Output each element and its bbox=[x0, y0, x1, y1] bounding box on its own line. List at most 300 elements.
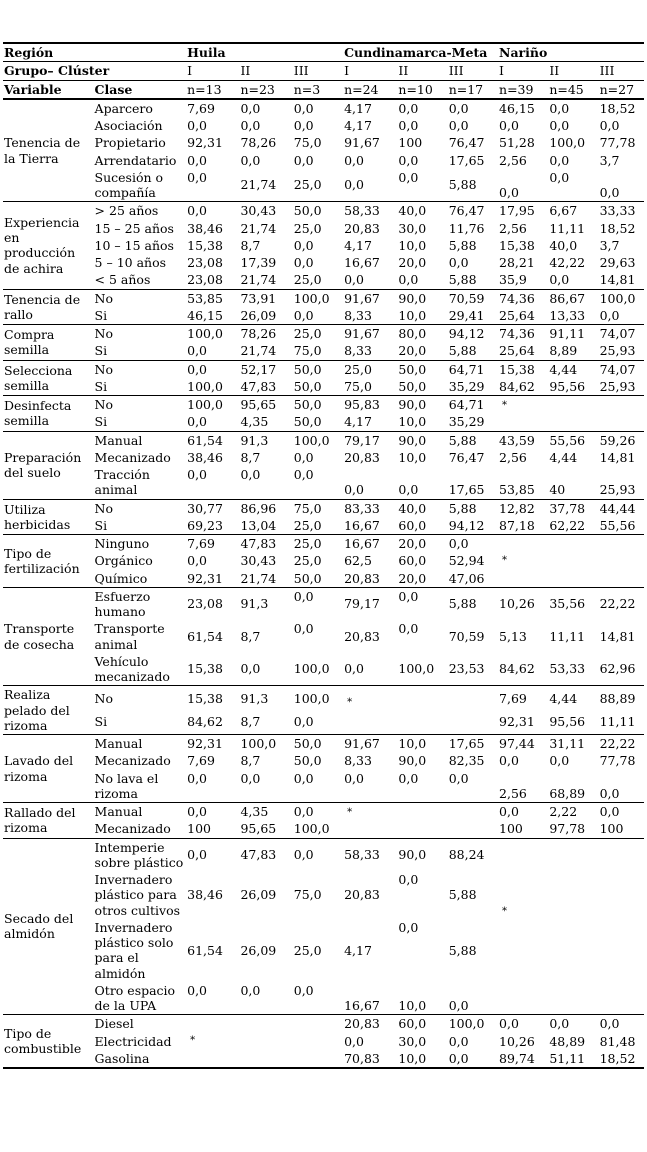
clase-cell: No bbox=[94, 499, 187, 517]
value-cell: 0,0 bbox=[293, 118, 314, 133]
value-cell: 48,89 bbox=[549, 1033, 586, 1049]
clase-cell: Si bbox=[94, 343, 108, 359]
value-cell: 0,0 bbox=[398, 770, 419, 786]
value-cell: 0,0 bbox=[187, 118, 208, 133]
value-cell: 47,83 bbox=[239, 838, 292, 871]
table-row bbox=[3, 919, 644, 982]
value-cell: 3,7 bbox=[599, 152, 620, 168]
value-cell: 25,0 bbox=[293, 325, 343, 343]
value-cell: 10,26 bbox=[498, 587, 548, 620]
value-cell: 61,54 bbox=[187, 942, 223, 958]
value-cell bbox=[448, 686, 498, 710]
value-cell: 40,0 bbox=[397, 202, 447, 220]
clase-cell: Transporte animal bbox=[94, 621, 165, 652]
table-row bbox=[3, 169, 644, 202]
value-cell: 0,0 bbox=[293, 237, 314, 253]
value-cell: 0,0 bbox=[398, 118, 419, 133]
clase-cell: Diesel bbox=[94, 1015, 187, 1033]
value-cell: 0,0 bbox=[240, 118, 261, 133]
variable-cell: Compra semilla bbox=[3, 325, 94, 361]
value-cell bbox=[397, 803, 447, 821]
value-cell: 61,54 bbox=[187, 628, 223, 644]
value-cell: 84,62 bbox=[499, 378, 535, 394]
significance-asterisk: * bbox=[343, 803, 397, 821]
value-cell: 7,69 bbox=[186, 99, 239, 117]
value-cell bbox=[548, 871, 598, 919]
value-cell: 23,08 bbox=[187, 272, 223, 288]
value-cell bbox=[498, 535, 548, 553]
table-row bbox=[3, 378, 644, 396]
value-cell: 5,13 bbox=[499, 628, 527, 644]
value-cell: 80,0 bbox=[397, 325, 447, 343]
value-cell bbox=[448, 710, 498, 734]
clase-cell: Otro espacio de la UPA bbox=[94, 982, 176, 1013]
value-cell: 100 bbox=[499, 821, 523, 837]
value-cell: 0,0 bbox=[549, 169, 570, 185]
cluster-col: I bbox=[186, 62, 239, 80]
clase-cell: < 5 años bbox=[94, 272, 151, 288]
value-cell: 42,22 bbox=[549, 255, 586, 270]
value-cell: 100,0 bbox=[293, 686, 343, 710]
clase-cell: Si bbox=[94, 517, 108, 533]
value-cell: 38,46 bbox=[187, 220, 223, 236]
value-cell: 13,04 bbox=[240, 517, 277, 533]
table-row bbox=[3, 535, 644, 553]
value-cell: 91,3 bbox=[239, 686, 292, 710]
value-cell: 100,0 bbox=[293, 431, 343, 449]
value-cell: 43,59 bbox=[498, 431, 548, 449]
clase-cell: Invernadero plástico para otros cultivos bbox=[94, 872, 181, 918]
value-cell: 97,44 bbox=[498, 735, 548, 753]
significance-asterisk: * bbox=[498, 396, 548, 414]
value-cell: 21,74 bbox=[240, 272, 277, 288]
value-cell: 0,0 bbox=[187, 553, 208, 569]
value-cell: 4,17 bbox=[344, 414, 372, 430]
value-cell: 15,38 bbox=[187, 661, 223, 677]
value-cell bbox=[293, 1033, 343, 1050]
value-cell: 95,65 bbox=[240, 821, 277, 837]
n-header-row bbox=[3, 80, 644, 99]
table-row bbox=[3, 710, 644, 734]
table-row bbox=[3, 202, 644, 220]
value-cell: 74,36 bbox=[498, 325, 548, 343]
value-cell: 100,0 bbox=[239, 735, 292, 753]
value-cell: 59,26 bbox=[599, 431, 644, 449]
value-cell: 100,0 bbox=[187, 378, 223, 394]
value-cell: 90,0 bbox=[397, 838, 447, 871]
value-cell: 8,33 bbox=[344, 343, 372, 359]
value-cell: 0,0 bbox=[293, 152, 314, 168]
value-cell: 0,0 bbox=[499, 185, 519, 200]
value-cell: 15,38 bbox=[187, 237, 223, 253]
value-cell: 10,0 bbox=[397, 735, 447, 753]
value-cell: 0,0 bbox=[187, 169, 208, 185]
value-cell: 0,0 bbox=[448, 99, 498, 117]
value-cell: 20,83 bbox=[344, 628, 380, 644]
value-cell bbox=[239, 1033, 292, 1050]
table-row bbox=[3, 466, 644, 499]
value-cell: 91,11 bbox=[548, 325, 598, 343]
value-cell: 64,71 bbox=[448, 396, 498, 414]
value-cell: 0,0 bbox=[448, 535, 498, 553]
value-cell: 81,48 bbox=[599, 1033, 636, 1049]
value-cell: 4,35 bbox=[239, 803, 292, 821]
region-huila: Huila bbox=[186, 43, 343, 62]
value-cell: 0,0 bbox=[398, 872, 419, 887]
value-cell: 50,0 bbox=[293, 202, 343, 220]
clase-cell: Mecanizado bbox=[94, 821, 171, 837]
value-cell: 0,0 bbox=[240, 467, 261, 482]
significance-asterisk: * bbox=[502, 554, 508, 566]
value-cell: 20,83 bbox=[344, 570, 380, 586]
value-cell: 0,0 bbox=[344, 152, 364, 168]
value-cell bbox=[186, 1015, 239, 1033]
value-cell: 0,0 bbox=[344, 272, 364, 288]
variable-cell: Experiencia en producción de achira bbox=[3, 202, 94, 289]
value-cell: 0,0 bbox=[398, 272, 419, 288]
value-cell: 0,0 bbox=[344, 177, 364, 193]
value-cell: 21,74 bbox=[240, 220, 277, 236]
table-row bbox=[3, 289, 644, 307]
clase-label-header: Clase bbox=[94, 80, 187, 99]
value-cell: 73,91 bbox=[239, 289, 292, 307]
table-row bbox=[3, 360, 644, 378]
value-cell bbox=[239, 1015, 292, 1033]
value-cell: 17,65 bbox=[448, 735, 498, 753]
table-row bbox=[3, 620, 644, 653]
table-row bbox=[3, 117, 644, 134]
value-cell: 0,0 bbox=[186, 838, 239, 871]
value-cell: 20,0 bbox=[397, 535, 447, 553]
table-row bbox=[3, 1050, 644, 1068]
value-cell: 50,0 bbox=[293, 360, 343, 378]
region-label: Región bbox=[3, 43, 186, 62]
value-cell bbox=[343, 820, 397, 838]
clase-cell: Químico bbox=[94, 570, 148, 586]
clase-cell: Si bbox=[94, 378, 108, 394]
value-cell: 2,56 bbox=[499, 220, 527, 236]
value-cell bbox=[448, 820, 498, 838]
variable-cell: Realiza pelado del rizoma bbox=[3, 686, 94, 735]
table-row bbox=[3, 517, 644, 535]
value-cell: 0,0 bbox=[293, 467, 314, 482]
value-cell bbox=[599, 396, 644, 414]
value-cell: 30,77 bbox=[186, 499, 239, 517]
value-cell: 91,3 bbox=[239, 431, 292, 449]
variable-cell: Tenencia de la Tierra bbox=[3, 99, 94, 202]
value-cell: 0,0 bbox=[599, 118, 620, 133]
value-cell: 100,0 bbox=[293, 821, 330, 837]
value-cell: 4,44 bbox=[548, 360, 598, 378]
variable-cell: Transporte de cosecha bbox=[3, 587, 94, 686]
value-cell: 2,56 bbox=[499, 152, 527, 168]
value-cell: 14,81 bbox=[599, 272, 636, 288]
value-cell: 8,33 bbox=[344, 753, 372, 769]
value-cell: 100 bbox=[187, 821, 211, 837]
clase-cell: Manual bbox=[94, 803, 187, 821]
table-row bbox=[3, 838, 644, 871]
value-cell: 0,0 bbox=[599, 803, 644, 821]
value-cell: 51,28 bbox=[499, 135, 535, 151]
table-row bbox=[3, 752, 644, 769]
value-cell: 50,0 bbox=[398, 378, 427, 394]
value-cell: 5,88 bbox=[448, 272, 477, 288]
cluster-header-row bbox=[3, 62, 644, 80]
value-cell: 12,82 bbox=[498, 499, 548, 517]
value-cell: 30,43 bbox=[240, 553, 277, 569]
clase-cell: No bbox=[94, 325, 187, 343]
value-cell: 0,0 bbox=[498, 803, 548, 821]
value-cell: 0,0 bbox=[293, 99, 343, 117]
clase-cell: No lava el rizoma bbox=[94, 770, 159, 801]
value-cell bbox=[599, 871, 644, 919]
table-row bbox=[3, 431, 644, 449]
value-cell: 74,07 bbox=[599, 325, 644, 343]
value-cell: 5,88 bbox=[448, 237, 477, 253]
clase-cell: Mecanizado bbox=[94, 753, 171, 769]
value-cell: 46,15 bbox=[498, 99, 548, 117]
value-cell: 100,0 bbox=[398, 661, 435, 677]
value-cell: 10,0 bbox=[398, 414, 427, 430]
value-cell: 62,5 bbox=[344, 553, 372, 569]
value-cell: 69,23 bbox=[187, 517, 223, 533]
value-cell: 76,47 bbox=[448, 449, 485, 465]
value-cell: 13,33 bbox=[549, 307, 586, 323]
value-cell: 23,08 bbox=[187, 255, 223, 270]
variable-cell: Tipo de combustible bbox=[3, 1015, 94, 1068]
value-cell: 25,64 bbox=[499, 307, 535, 323]
variable-cell: Tenencia de rallo bbox=[3, 289, 94, 325]
value-cell: 5,88 bbox=[448, 343, 477, 359]
value-cell: 76,47 bbox=[448, 135, 485, 151]
value-cell: 83,33 bbox=[343, 499, 397, 517]
value-cell: 76,47 bbox=[448, 202, 498, 220]
value-cell: 0,0 bbox=[187, 982, 208, 998]
table-row bbox=[3, 570, 644, 588]
value-cell bbox=[293, 1015, 343, 1033]
value-cell: 0,0 bbox=[186, 202, 239, 220]
value-cell: 78,26 bbox=[239, 325, 292, 343]
value-cell: 6,67 bbox=[548, 202, 598, 220]
value-cell: 0,0 bbox=[448, 998, 469, 1013]
value-cell: 4,17 bbox=[344, 237, 372, 253]
n-col: n=13 bbox=[186, 80, 239, 99]
clase-cell: Si bbox=[94, 714, 108, 730]
value-cell: 94,12 bbox=[448, 517, 485, 533]
value-cell: 91,67 bbox=[344, 135, 380, 151]
table-row bbox=[3, 1015, 644, 1033]
value-cell: 50,0 bbox=[293, 753, 322, 769]
value-cell: 0,0 bbox=[186, 360, 239, 378]
value-cell: 95,56 bbox=[549, 714, 586, 730]
value-cell: 16,67 bbox=[344, 517, 380, 533]
value-cell: 17,39 bbox=[240, 255, 277, 270]
table-row bbox=[3, 803, 644, 821]
value-cell: 75,0 bbox=[293, 343, 322, 359]
significance-asterisk: * bbox=[343, 686, 397, 710]
value-cell: 7,69 bbox=[186, 535, 239, 553]
value-cell: 70,83 bbox=[344, 1050, 380, 1066]
value-cell: 35,29 bbox=[448, 414, 485, 430]
value-cell: 0,0 bbox=[293, 449, 314, 465]
clase-cell: Invernadero plástico solo para el almidón bbox=[94, 919, 174, 981]
value-cell: 0,0 bbox=[240, 982, 261, 998]
value-cell: 4,44 bbox=[549, 449, 578, 465]
value-cell: 0,0 bbox=[187, 152, 208, 168]
value-cell: 0,0 bbox=[187, 343, 208, 359]
clase-cell: Gasolina bbox=[94, 1050, 150, 1066]
value-cell: 0,0 bbox=[549, 118, 570, 133]
value-cell: 8,7 bbox=[240, 449, 261, 465]
value-cell: 52,94 bbox=[448, 553, 485, 569]
value-cell: 50,0 bbox=[397, 360, 447, 378]
value-cell: 53,85 bbox=[186, 289, 239, 307]
value-cell: 0,0 bbox=[187, 770, 208, 786]
value-cell: 7,69 bbox=[187, 753, 215, 769]
value-cell bbox=[599, 570, 644, 588]
value-cell: 0,0 bbox=[187, 467, 208, 482]
value-cell: 0,0 bbox=[293, 621, 314, 637]
value-cell: 21,74 bbox=[240, 570, 277, 586]
value-cell: 17,95 bbox=[498, 202, 548, 220]
value-cell: 0,0 bbox=[293, 803, 343, 821]
variable-cell: Lavado del rizoma bbox=[3, 735, 94, 803]
table-row bbox=[3, 449, 644, 466]
value-cell: 89,74 bbox=[499, 1050, 535, 1066]
value-cell: 11,76 bbox=[448, 220, 485, 236]
table-body bbox=[3, 99, 644, 1068]
value-cell: 74,36 bbox=[498, 289, 548, 307]
cluster-col: III bbox=[448, 62, 498, 80]
value-cell: 5,88 bbox=[448, 499, 498, 517]
value-cell: 20,0 bbox=[398, 570, 427, 586]
value-cell: 8,7 bbox=[240, 628, 261, 644]
n-col: n=39 bbox=[498, 80, 548, 99]
value-cell: 11,11 bbox=[549, 220, 586, 236]
table-row bbox=[3, 653, 644, 686]
value-cell: 30,0 bbox=[398, 220, 427, 236]
value-cell: 84,62 bbox=[187, 714, 223, 730]
value-cell: 4,35 bbox=[240, 414, 269, 430]
cluster-col: II bbox=[397, 62, 447, 80]
value-cell: 100,0 bbox=[186, 325, 239, 343]
value-cell: 82,35 bbox=[448, 753, 485, 769]
value-cell: 50,0 bbox=[293, 396, 343, 414]
clase-cell: No bbox=[94, 289, 187, 307]
value-cell: 20,83 bbox=[344, 220, 380, 236]
value-cell bbox=[498, 413, 548, 431]
table-row bbox=[3, 413, 644, 431]
value-cell bbox=[599, 552, 644, 569]
cluster-col: II bbox=[239, 62, 292, 80]
value-cell: 11,11 bbox=[549, 628, 586, 644]
value-cell: 0,0 bbox=[599, 185, 620, 200]
table-row bbox=[3, 271, 644, 289]
value-cell bbox=[548, 982, 598, 1015]
value-cell: 0,0 bbox=[599, 1015, 644, 1033]
value-cell: 25,0 bbox=[343, 360, 397, 378]
value-cell: 47,83 bbox=[240, 378, 277, 394]
value-cell: 17,65 bbox=[448, 152, 485, 168]
value-cell: 5,88 bbox=[448, 887, 477, 903]
value-cell bbox=[498, 838, 548, 871]
value-cell: 100,0 bbox=[186, 396, 239, 414]
value-cell: 100,0 bbox=[599, 289, 644, 307]
n-col: n=10 bbox=[397, 80, 447, 99]
cluster-col: III bbox=[293, 62, 343, 80]
value-cell: 90,0 bbox=[397, 396, 447, 414]
value-cell: 10,0 bbox=[398, 1050, 427, 1066]
value-cell bbox=[548, 919, 598, 982]
value-cell: 100,0 bbox=[293, 661, 330, 677]
value-cell: 100,0 bbox=[549, 135, 586, 151]
n-col: n=27 bbox=[599, 80, 644, 99]
clase-cell: Si bbox=[94, 414, 108, 430]
value-cell: 22,22 bbox=[599, 587, 644, 620]
value-cell: 79,17 bbox=[343, 431, 397, 449]
value-cell: 18,52 bbox=[599, 220, 636, 236]
value-cell bbox=[397, 686, 447, 710]
value-cell bbox=[239, 1050, 292, 1068]
value-cell: 23,53 bbox=[448, 661, 485, 677]
value-cell: 91,67 bbox=[343, 289, 397, 307]
table-row bbox=[3, 220, 644, 237]
value-cell: 5,88 bbox=[448, 177, 477, 193]
value-cell: 0,0 bbox=[398, 621, 419, 637]
value-cell: 75,0 bbox=[293, 887, 322, 903]
value-cell: 5,88 bbox=[448, 942, 477, 958]
n-col: n=3 bbox=[293, 80, 343, 99]
value-cell: 14,81 bbox=[599, 449, 636, 465]
value-cell: 92,31 bbox=[187, 135, 223, 151]
value-cell: 0,0 bbox=[293, 838, 343, 871]
clase-cell: Ninguno bbox=[94, 535, 187, 553]
table-row bbox=[3, 820, 644, 838]
value-cell: 0,0 bbox=[239, 99, 292, 117]
value-cell: 26,09 bbox=[240, 307, 277, 323]
value-cell: 8,7 bbox=[240, 237, 261, 253]
value-cell: 91,3 bbox=[239, 587, 292, 620]
value-cell: 75,0 bbox=[344, 378, 372, 394]
n-col: n=45 bbox=[548, 80, 598, 99]
value-cell: 18,52 bbox=[599, 99, 644, 117]
table-row bbox=[3, 342, 644, 360]
value-cell: 95,65 bbox=[239, 396, 292, 414]
value-cell: 20,0 bbox=[398, 255, 427, 270]
value-cell bbox=[498, 982, 548, 1015]
value-cell: 14,81 bbox=[599, 628, 636, 644]
cluster-label: Grupo– Clúster bbox=[3, 62, 186, 80]
value-cell: 5,88 bbox=[448, 587, 498, 620]
table-row bbox=[3, 237, 644, 254]
value-cell: 50,0 bbox=[293, 414, 322, 430]
value-cell: 0,0 bbox=[549, 753, 570, 769]
n-col: n=24 bbox=[343, 80, 397, 99]
clase-cell: Manual bbox=[94, 431, 187, 449]
value-cell: 0,0 bbox=[398, 152, 419, 168]
table-row bbox=[3, 770, 644, 803]
value-cell: 0,0 bbox=[599, 307, 620, 323]
value-cell: 4,17 bbox=[344, 118, 372, 133]
value-cell: 10,0 bbox=[398, 449, 427, 465]
clase-cell: Manual bbox=[94, 735, 187, 753]
value-cell: 60,0 bbox=[398, 517, 427, 533]
value-cell: 2,22 bbox=[548, 803, 598, 821]
value-cell: 16,67 bbox=[344, 998, 380, 1013]
value-cell: 46,15 bbox=[187, 307, 223, 323]
value-cell: 35,29 bbox=[448, 378, 485, 394]
value-cell: 0,0 bbox=[549, 272, 570, 288]
